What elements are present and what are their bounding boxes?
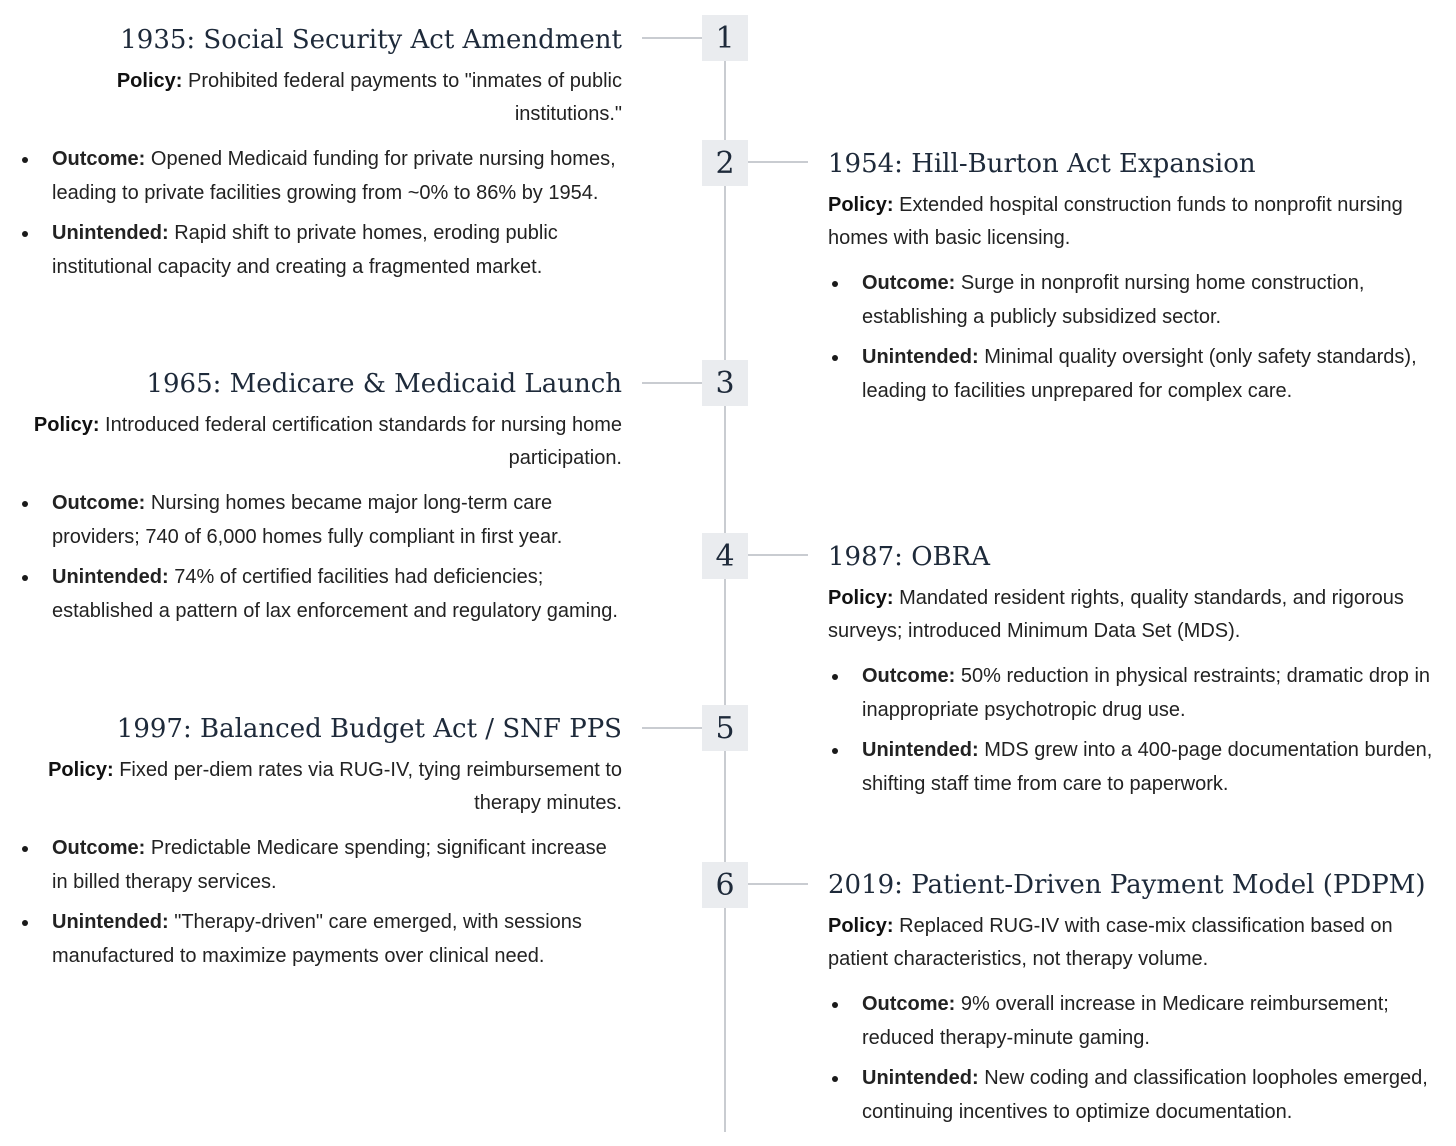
timeline-marker-6: 6 bbox=[702, 862, 748, 908]
outcome-text: Surge in nonprofit nursing home construction, establishing a publicly subsidized sector. bbox=[862, 272, 1365, 328]
unintended-item bbox=[14, 906, 622, 973]
policy-label: Policy: bbox=[116, 70, 183, 92]
connector-2 bbox=[748, 161, 808, 163]
connector-6 bbox=[748, 883, 808, 885]
entry-policy bbox=[14, 65, 622, 131]
outcome-label: Outcome: bbox=[862, 993, 956, 1015]
outcome-label: Outcome: bbox=[862, 665, 956, 687]
unintended-text: Rapid shift to private homes, eroding public institutional capacity and creating a fragmented market. bbox=[52, 222, 558, 278]
unintended-text: MDS grew into a 400-page documentation burden, shifting staff time from care to paperwork. bbox=[862, 739, 1433, 795]
policy-text: Mandated resident rights, quality standards, and rigorous surveys; introduced Minimum Data Set (MDS). bbox=[828, 587, 1404, 642]
entry-bullets bbox=[828, 660, 1442, 801]
policy-label: Policy: bbox=[33, 414, 100, 436]
outcome-text: 9% overall increase in Medicare reimbursement; reduced therapy-minute gaming. bbox=[862, 993, 1389, 1049]
outcome-item bbox=[14, 487, 622, 554]
entry-policy bbox=[14, 409, 622, 475]
unintended-label: Unintended: bbox=[52, 566, 169, 588]
policy-label: Policy: bbox=[828, 194, 894, 216]
entry-bullets bbox=[828, 988, 1442, 1129]
outcome-item bbox=[828, 660, 1442, 727]
unintended-text: Minimal quality oversight (only safety standards), leading to facilities unprepared for complex care. bbox=[862, 346, 1417, 402]
timeline-marker-2: 2 bbox=[702, 140, 748, 186]
entry-policy bbox=[828, 582, 1442, 648]
entry-bullets bbox=[828, 267, 1442, 408]
entry-title: 1954: Hill-Burton Act Expansion bbox=[828, 149, 1256, 179]
timeline-entry-6 bbox=[828, 867, 1442, 1136]
timeline-marker-5: 5 bbox=[702, 705, 748, 751]
outcome-label: Outcome: bbox=[862, 272, 956, 294]
outcome-text: Opened Medicaid funding for private nursing homes, leading to private facilities growing from ~0% to 86% by 1954. bbox=[52, 148, 616, 204]
timeline-entry-5 bbox=[14, 711, 622, 980]
unintended-label: Unintended: bbox=[862, 1067, 979, 1089]
outcome-item bbox=[14, 143, 622, 210]
entry-title: 1987: OBRA bbox=[828, 542, 990, 572]
outcome-label: Outcome: bbox=[52, 148, 146, 170]
timeline-entry-4 bbox=[828, 539, 1442, 808]
connector-5 bbox=[642, 727, 702, 729]
outcome-text: Nursing homes became major long-term care providers; 740 of 6,000 homes fully compliant in first year. bbox=[52, 492, 563, 548]
policy-label: Policy: bbox=[828, 587, 894, 609]
timeline-axis bbox=[724, 38, 726, 1132]
unintended-item bbox=[14, 561, 622, 628]
timeline-entry-3 bbox=[14, 366, 622, 635]
entry-bullets bbox=[14, 832, 622, 973]
unintended-label: Unintended: bbox=[52, 911, 169, 933]
connector-3 bbox=[642, 382, 702, 384]
policy-label: Policy: bbox=[828, 915, 894, 937]
unintended-text: New coding and classification loopholes emerged, continuing incentives to optimize documentation. bbox=[862, 1067, 1428, 1123]
unintended-text: "Therapy-driven" care emerged, with sessions manufactured to maximize payments over clinical need. bbox=[52, 911, 582, 967]
entry-title: 1997: Balanced Budget Act / SNF PPS bbox=[116, 714, 622, 744]
entry-bullets bbox=[14, 143, 622, 284]
outcome-text: Predictable Medicare spending; significant increase in billed therapy services. bbox=[52, 837, 607, 893]
policy-text: Fixed per-diem rates via RUG-IV, tying reimbursement to therapy minutes. bbox=[119, 759, 622, 814]
outcome-text: 50% reduction in physical restraints; dramatic drop in inappropriate psychotropic drug use. bbox=[862, 665, 1431, 721]
unintended-item bbox=[828, 1062, 1442, 1129]
outcome-label: Outcome: bbox=[52, 492, 146, 514]
policy-text: Replaced RUG-IV with case-mix classification based on patient characteristics, not therapy volume. bbox=[828, 915, 1393, 970]
entry-policy bbox=[828, 910, 1442, 976]
outcome-label: Outcome: bbox=[52, 837, 146, 859]
timeline-marker-4: 4 bbox=[702, 533, 748, 579]
outcome-item bbox=[828, 988, 1442, 1055]
timeline-entry-2 bbox=[828, 146, 1442, 415]
connector-4 bbox=[748, 554, 808, 556]
entry-policy bbox=[14, 754, 622, 820]
policy-text: Prohibited federal payments to "inmates of public institutions." bbox=[187, 70, 622, 125]
outcome-item bbox=[14, 832, 622, 899]
unintended-label: Unintended: bbox=[862, 739, 979, 761]
policy-label: Policy: bbox=[48, 759, 114, 781]
outcome-item bbox=[828, 267, 1442, 334]
connector-1 bbox=[642, 37, 702, 39]
timeline-marker-1: 1 bbox=[702, 15, 748, 61]
entry-bullets bbox=[14, 487, 622, 628]
unintended-text: 74% of certified facilities had deficiencies; established a pattern of lax enforcement and regulatory gaming. bbox=[52, 566, 618, 622]
unintended-item bbox=[828, 734, 1442, 801]
unintended-label: Unintended: bbox=[862, 346, 979, 368]
timeline-entry-1 bbox=[14, 22, 622, 291]
policy-text: Introduced federal certification standards for nursing home participation. bbox=[105, 414, 622, 469]
entry-title: 1935: Social Security Act Amendment bbox=[120, 25, 622, 55]
unintended-label: Unintended: bbox=[52, 222, 169, 244]
unintended-item bbox=[828, 341, 1442, 408]
entry-title: 2019: Patient-Driven Payment Model (PDPM) bbox=[828, 870, 1426, 900]
policy-text: Extended hospital construction funds to nonprofit nursing homes with basic licensing. bbox=[828, 194, 1403, 249]
entry-title: 1965: Medicare & Medicaid Launch bbox=[146, 369, 622, 399]
entry-policy bbox=[828, 189, 1442, 255]
unintended-item bbox=[14, 217, 622, 284]
timeline-marker-3: 3 bbox=[702, 360, 748, 406]
